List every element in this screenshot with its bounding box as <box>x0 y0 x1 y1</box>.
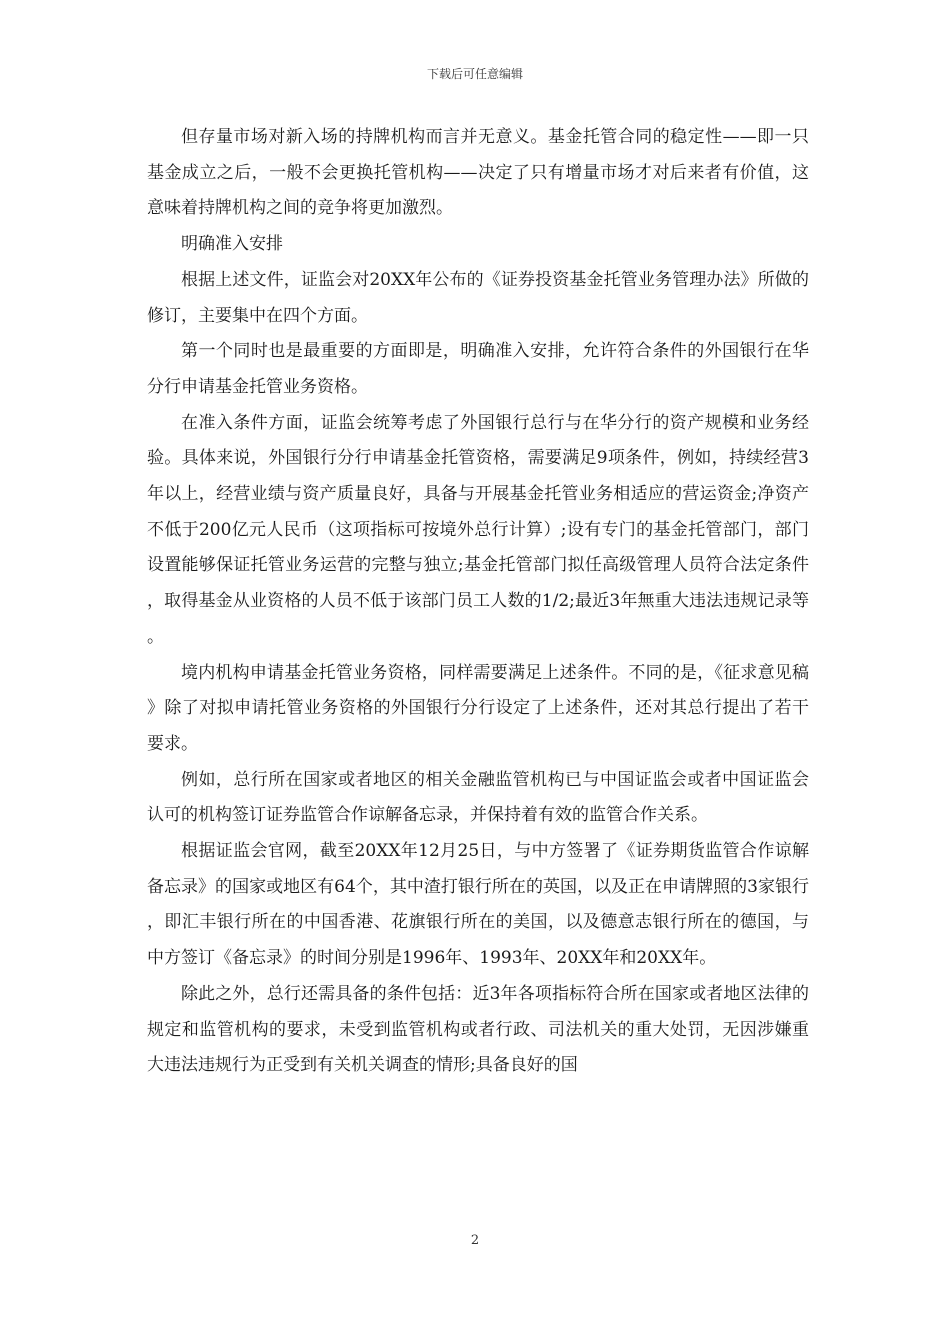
document-body <box>147 120 809 1084</box>
section-heading: 明确准入安排 <box>181 234 283 255</box>
page-header: 下载后可任意编辑 <box>426 67 523 81</box>
paragraph: 除此之外，总行还需具备的条件包括：近3年各项指标符合所在国家或者地区法律的规定和监管机构的要求，未受到监管机构或者行政、司法机关的重大处罚，无因涉嫌重大违法违规行为正受到有关机关调查的情形;具备良好的国 <box>147 983 809 1076</box>
page-number: 2 <box>470 1233 480 1248</box>
paragraph: 例如，总行所在国家或者地区的相关金融监管机构已与中国证监会或者中国证监会认可的机构签订证券监管合作谅解备忘录，并保持着有效的监管合作关系。 <box>147 769 809 826</box>
paragraph: 根据证监会官网，截至20XX年12月25日，与中方签署了《证券期货监管合作谅解备忘录》的国家或地区有64个，其中渣打银行所在的英国，以及正在申请牌照的3家银行，即汇丰银行所在的中国香港、花旗银行所在的美国，以及德意志银行所在的德国，与中方签订《备忘录》的时间分别是1996年、1993年、20XX年和20XX年。 <box>147 841 809 969</box>
paragraph: 第一个同时也是最重要的方面即是，明确准入安排，允许符合条件的外国银行在华分行申请基金托管业务资格。 <box>147 341 809 397</box>
paragraph: 境内机构申请基金托管业务资格，同样需要满足上述条件。不同的是，《征求意见稿》除了对拟申请托管业务资格的外国银行分行设定了上述条件，还对其总行提出了若干要求。 <box>147 662 809 754</box>
paragraph: 但存量市场对新入场的持牌机构而言并无意义。基金托管合同的稳定性——即一只基金成立之后，一般不会更换托管机构——决定了只有增量市场才对后来者有价值，这意味着持牌机构之间的竞争将更加激烈。 <box>147 127 809 219</box>
paragraph: 根据上述文件，证监会对20XX年公布的《证券投资基金托管业务管理办法》所做的修订，主要集中在四个方面。 <box>147 269 809 326</box>
paragraph: 在准入条件方面，证监会统筹考虑了外国银行总行与在华分行的资产规模和业务经验。具体来说，外国银行分行申请基金托管资格，需要满足9项条件，例如，持续经营3年以上，经营业绩与资产质量良好，具备与开展基金托管业务相适应的营运资金;净资产不低于200亿元人民币（这项指标可按境外总行计算）;设有专门的基金托管部门，部门设置能够保证托管业务运营的完整与独立;基金托管部门拟任高级管理人员符合法定条件，取得基金从业资格的人员不低于该部门员工人数的1/2;最近3年無重大违法违规记录等。 <box>147 412 809 647</box>
